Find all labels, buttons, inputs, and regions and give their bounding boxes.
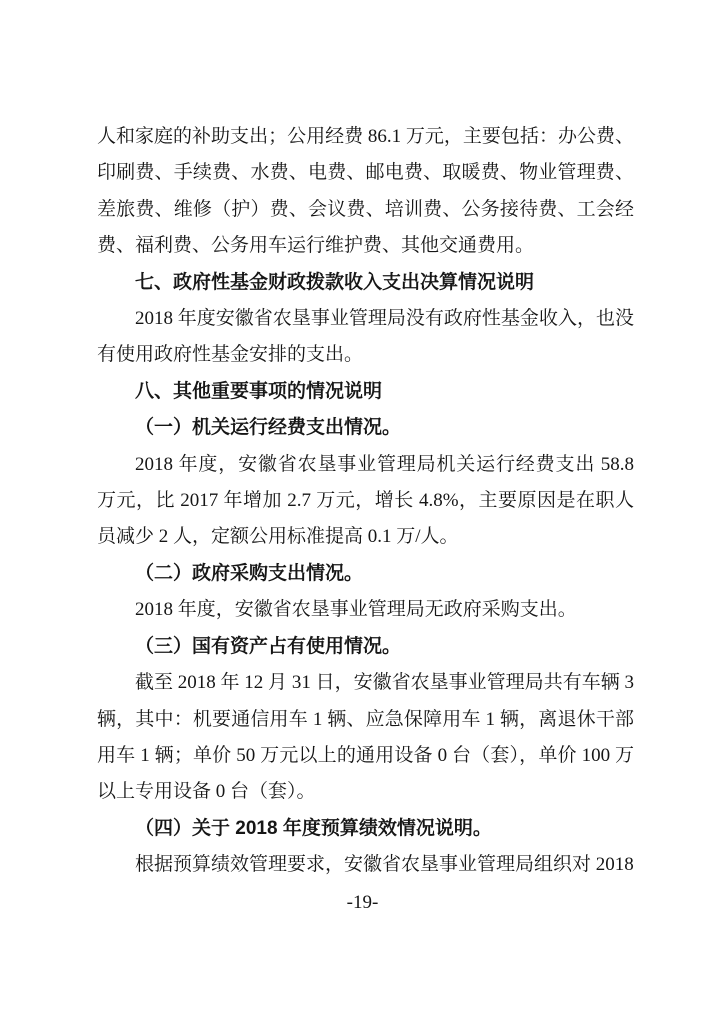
paragraph-state-assets: 截至 2018 年 12 月 31 日，安徽省农垦事业管理局共有车辆 3 辆，其中：机要通信用车 1 辆、应急保障用车 1 辆，离退休干部用车 1 辆；单价 50 万元以上的通用设备 0 台（套），单价 100 万以上专用设备 0 台（套）。 bbox=[97, 672, 634, 803]
page-number: -19- bbox=[346, 892, 379, 913]
paragraph-procurement: 2018 年度，安徽省农垦事业管理局无政府采购支出。 bbox=[135, 599, 577, 621]
document-body bbox=[97, 119, 634, 884]
paragraph-continuation: 人和家庭的补助支出；公用经费 86.1 万元，主要包括：办公费、印刷费、手续费、水费、电费、邮电费、取暖费、物业管理费、差旅费、维修（护）费、会议费、培训费、公务接待费、工会经费、福利费、公务用车运行维护费、其他交通费用。 bbox=[97, 126, 634, 257]
subsection-heading-4: （四）关于 2018 年度预算绩效情况说明。 bbox=[135, 817, 492, 839]
paragraph-operating-expense: 2018 年度，安徽省农垦事业管理局机关运行经费支出 58.8 万元，比 2017 年增加 2.7 万元，增长 4.8%，主要原因是在职人员减少 2 人，定额公用标准提高 0.1 万/人。 bbox=[97, 453, 634, 548]
subsection-heading-3: （三）国有资产占有使用情况。 bbox=[135, 635, 402, 657]
paragraph-performance: 根据预算绩效管理要求，安徽省农垦事业管理局组织对 2018 bbox=[135, 854, 634, 876]
section-heading-7: 七、政府性基金财政拨款收入支出决算情况说明 bbox=[135, 271, 535, 293]
paragraph-gov-fund: 2018 年度安徽省农垦事业管理局没有政府性基金收入，也没有使用政府性基金安排的支出。 bbox=[97, 308, 634, 366]
subsection-heading-2: （二）政府采购支出情况。 bbox=[135, 562, 364, 584]
subsection-heading-1: （一）机关运行经费支出情况。 bbox=[135, 417, 402, 439]
section-heading-8: 八、其他重要事项的情况说明 bbox=[135, 380, 383, 402]
